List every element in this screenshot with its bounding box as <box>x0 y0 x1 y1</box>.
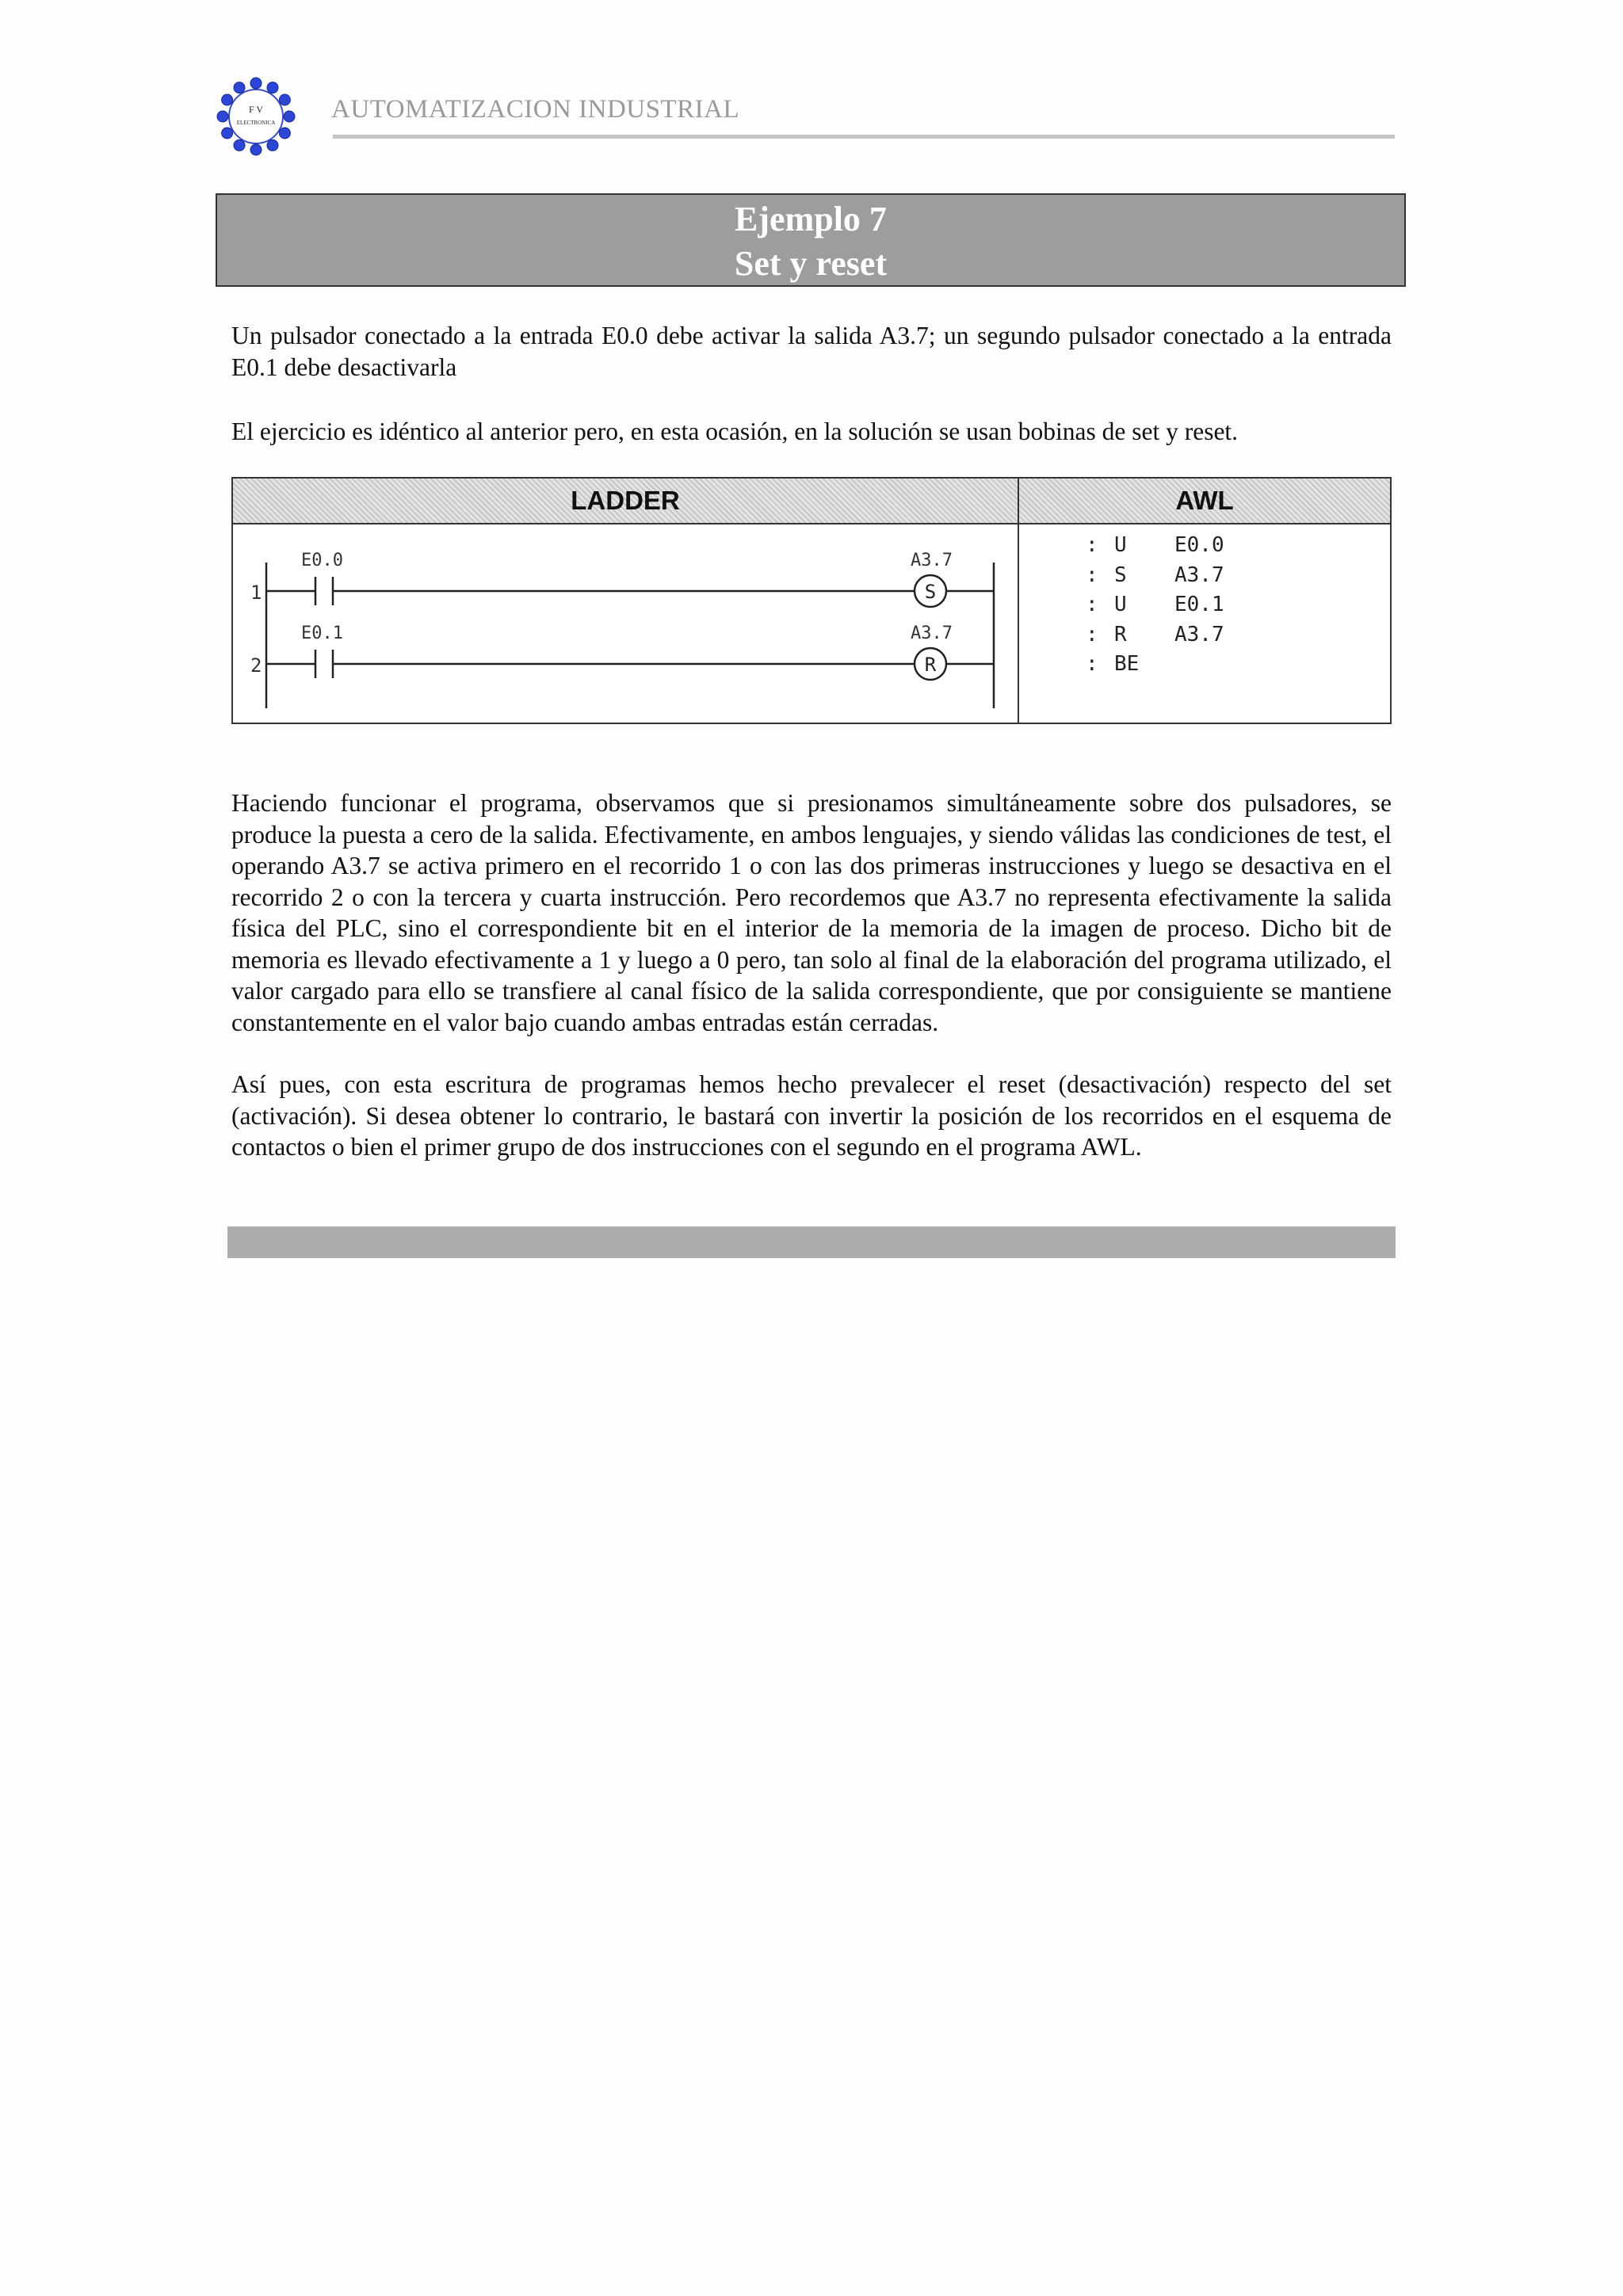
fv-electronica-logo <box>216 76 296 157</box>
footer-bar <box>227 1226 1396 1258</box>
header-rule <box>333 135 1395 139</box>
coil-type: R <box>924 654 937 676</box>
rung-number: 1 <box>250 582 262 604</box>
awl-line: : U E0.0 <box>1086 533 1224 557</box>
explanation-paragraph: Haciendo funcionar el programa, observamos que si presionamos simultáneamente sobre dos pulsadores, se produce la puesta a cero de la salida. Efectivamente, en ambos lenguajes, y siendo válidas las condiciones de test, el operando A3.7 se activa primero en el recorrido 1 o con las dos primeras instrucciones y luego se desactiva en el recorrido 2 o con la tercera y cuarta instrucción. Pero recordemos que A3.7 no representa efectivamente la salida física del PLC, sino el correspondiente bit en el interior de la memoria de la imagen de proceso. Dicho bit de memoria es llevado efectivamente a 1 y luego a 0 pero, tan solo al final de la elaboración del programa utilizado, el valor cargado para ello se transfiere al canal físico de la salida correspondiente, que por consiguiente se mantiene constantemente en el valor bajo cuando ambas entradas están cerradas. <box>231 789 1392 1036</box>
rung-number: 2 <box>250 654 262 677</box>
header-title: AUTOMATIZACION INDUSTRIAL <box>331 95 740 124</box>
problem-statement: Un pulsador conectado a la entrada E0.0 debe activar la salida A3.7; un segundo pulsador conectado a la entrada E0.1 debe desactivarla <box>231 322 1392 381</box>
awl-header: AWL <box>1019 479 1390 524</box>
ladder-header: LADDER <box>233 479 1019 524</box>
coil-type: S <box>924 581 937 603</box>
awl-listing <box>1086 531 1224 680</box>
coil-label: A3.7 <box>911 624 953 643</box>
program-figure <box>231 477 1392 724</box>
rung-2 <box>250 624 994 680</box>
svg-text:F V: F V <box>248 104 264 115</box>
rung-1 <box>250 551 994 607</box>
coil-label: A3.7 <box>911 551 953 570</box>
conclusion-paragraph: Así pues, con esta escritura de programas hemos hecho prevalecer el reset (desactivación) respecto del set (activación). Si desea obtener lo contrario, le bastará con invertir la posición de los recorridos en el esquema de contactos o bien el primer grupo de dos instrucciones con el segundo en el programa AWL. <box>231 1070 1392 1161</box>
contact-label: E0.0 <box>301 551 343 570</box>
contact-label: E0.1 <box>301 624 343 643</box>
ladder-diagram <box>233 524 1018 724</box>
awl-line: : BE <box>1086 652 1140 676</box>
figure-divider <box>1018 523 1019 724</box>
awl-line: : R A3.7 <box>1086 622 1224 646</box>
awl-line: : S A3.7 <box>1086 563 1224 587</box>
svg-text:ELECTRONICA: ELECTRONICA <box>236 120 276 126</box>
awl-line: : U E0.1 <box>1086 593 1224 616</box>
example-subtitle: Set y reset <box>734 244 888 283</box>
example-title-box <box>216 193 1406 287</box>
exercise-note: El ejercicio es idéntico al anterior pero, en esta ocasión, en la solución se usan bobinas de set y reset. <box>231 418 1239 445</box>
example-number: Ejemplo 7 <box>735 200 887 238</box>
